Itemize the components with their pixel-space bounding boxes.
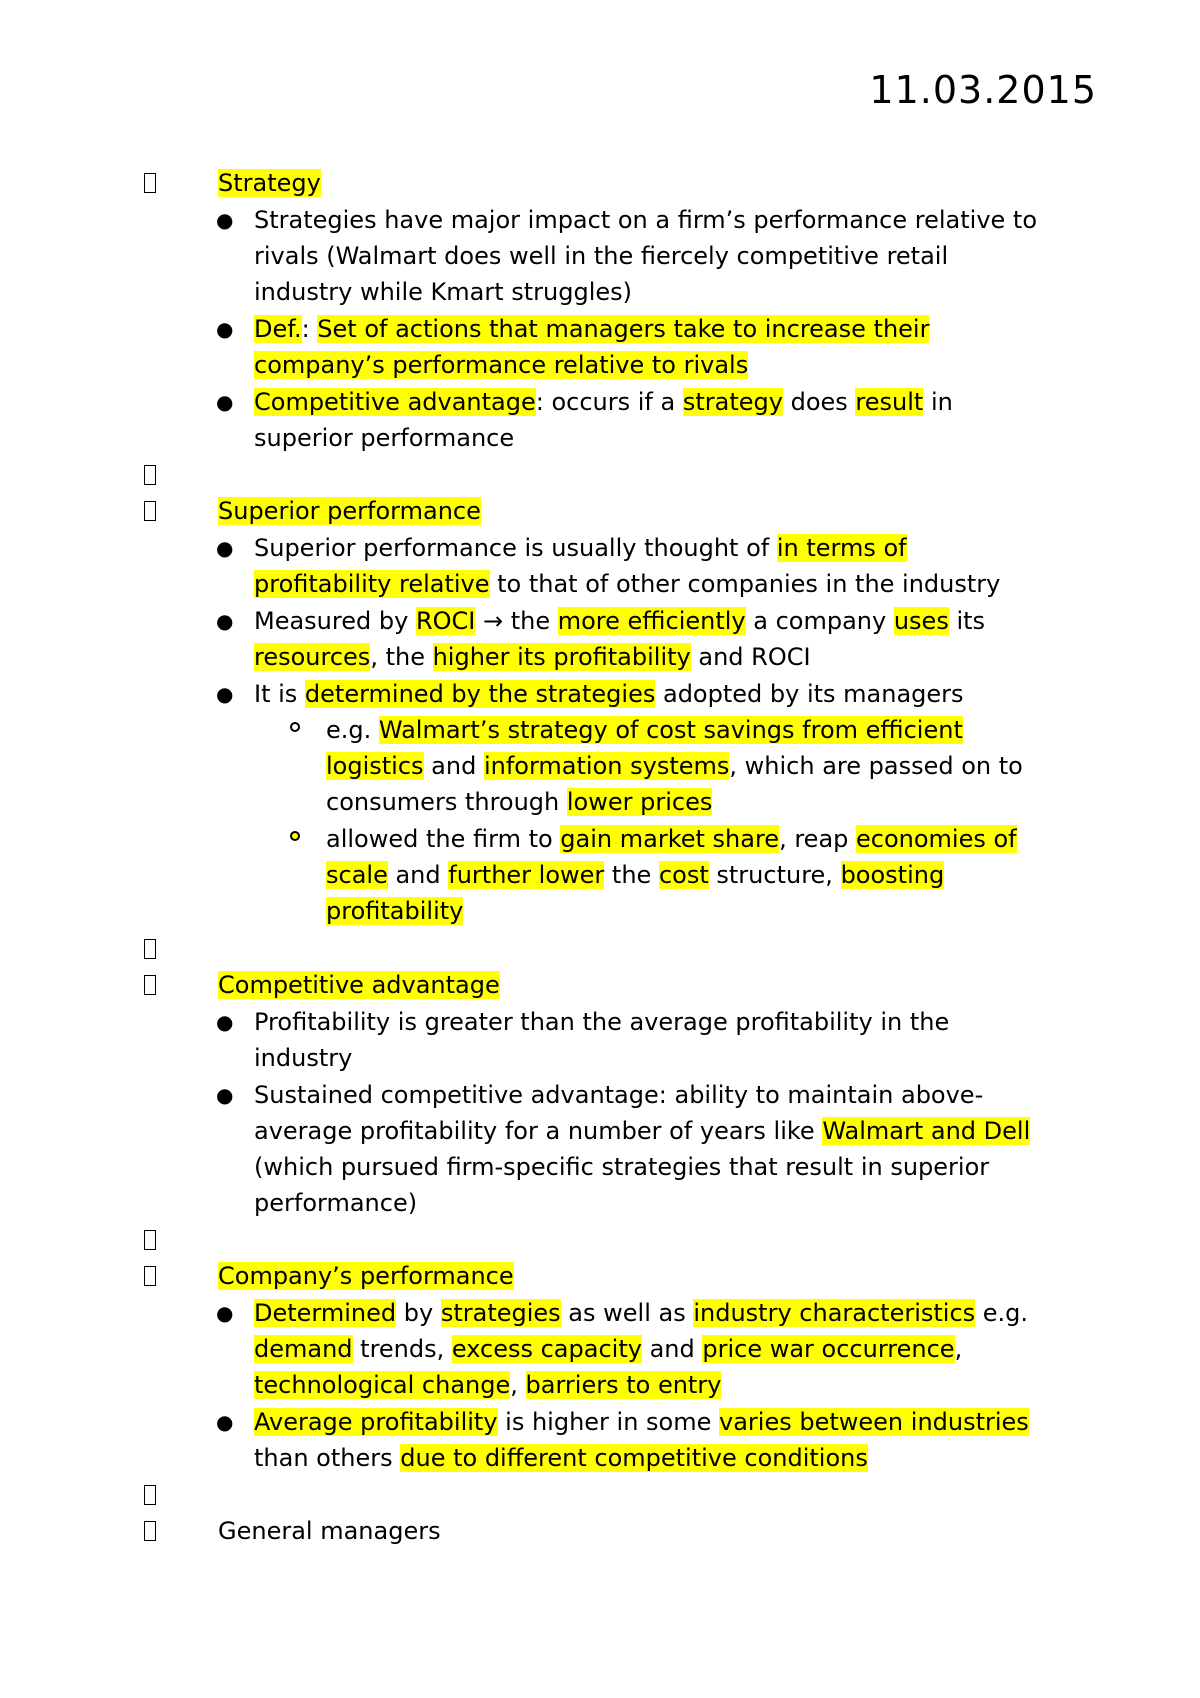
text-line: Average profitability is higher in some varies between industries bbox=[254, 1408, 1029, 1436]
text-line: scale and further lower the cost structure, boosting bbox=[326, 861, 945, 889]
text-line: (which pursued firm-specific strategies that result in superior bbox=[254, 1153, 990, 1181]
document-date: 11.03.2015 bbox=[869, 68, 1097, 112]
bullet-icon: ● bbox=[216, 208, 234, 232]
text-line: than others due to different competitive conditions bbox=[254, 1444, 868, 1472]
heading-strategy: Strategy bbox=[218, 169, 321, 197]
text-line: Superior performance is usually thought of in terms of bbox=[254, 534, 907, 562]
square-bullet-icon bbox=[144, 1230, 156, 1250]
circle-bullet-icon bbox=[290, 722, 300, 732]
text-line: performance) bbox=[254, 1189, 418, 1217]
text-line: industry bbox=[254, 1044, 353, 1072]
heading-competitive-advantage: Competitive advantage bbox=[218, 971, 500, 999]
text-line: Def.: Set of actions that managers take to increase their bbox=[254, 315, 930, 343]
text-line: company’s performance relative to rivals bbox=[254, 351, 749, 379]
text-line: profitability bbox=[326, 897, 464, 925]
text-line: e.g. Walmart’s strategy of cost savings from efficient bbox=[326, 716, 963, 744]
text-line: profitability relative to that of other companies in the industry bbox=[254, 570, 1001, 598]
square-bullet-icon bbox=[144, 173, 156, 193]
text-line: industry while Kmart struggles) bbox=[254, 278, 632, 306]
square-bullet-icon bbox=[144, 1521, 156, 1541]
bullet-icon: ● bbox=[216, 1301, 234, 1325]
heading-superior-performance: Superior performance bbox=[218, 497, 481, 525]
heading-company-performance: Company’s performance bbox=[218, 1262, 514, 1290]
text-line: logistics and information systems, which are passed on to bbox=[326, 752, 1023, 780]
text-line: Measured by ROCI → the more efficiently a company uses its bbox=[254, 607, 986, 635]
text-line: Sustained competitive advantage: ability to maintain above- bbox=[254, 1081, 984, 1109]
text-line: rivals (Walmart does well in the fiercely competitive retail bbox=[254, 242, 949, 270]
text-line: allowed the firm to gain market share, reap economies of bbox=[326, 825, 1017, 853]
text-line: technological change, barriers to entry bbox=[254, 1371, 722, 1399]
bullet-icon: ● bbox=[216, 317, 234, 341]
bullet-icon: ● bbox=[216, 536, 234, 560]
bullet-icon: ● bbox=[216, 1410, 234, 1434]
text-line: Profitability is greater than the average profitability in the bbox=[254, 1008, 950, 1036]
square-bullet-icon bbox=[144, 1485, 156, 1505]
text-line: It is determined by the strategies adopted by its managers bbox=[254, 680, 964, 708]
text-line: Strategies have major impact on a firm’s performance relative to bbox=[254, 206, 1038, 234]
circle-bullet-icon bbox=[290, 831, 300, 841]
text-line: Competitive advantage: occurs if a strategy does result in bbox=[254, 388, 953, 416]
text-line: superior performance bbox=[254, 424, 515, 452]
text-line: consumers through lower prices bbox=[326, 788, 713, 816]
bullet-icon: ● bbox=[216, 1083, 234, 1107]
text-line: Determined by strategies as well as industry characteristics e.g. bbox=[254, 1299, 1029, 1327]
text-line: demand trends, excess capacity and price war occurrence, bbox=[254, 1335, 963, 1363]
bullet-icon: ● bbox=[216, 1010, 234, 1034]
square-bullet-icon bbox=[144, 501, 156, 521]
square-bullet-icon bbox=[144, 939, 156, 959]
square-bullet-icon bbox=[144, 465, 156, 485]
bullet-icon: ● bbox=[216, 682, 234, 706]
bullet-icon: ● bbox=[216, 390, 234, 414]
bullet-icon: ● bbox=[216, 609, 234, 633]
text-line: average profitability for a number of years like Walmart and Dell bbox=[254, 1117, 1031, 1145]
square-bullet-icon bbox=[144, 1266, 156, 1286]
text-line: resources, the higher its profitability and ROCI bbox=[254, 643, 811, 671]
square-bullet-icon bbox=[144, 975, 156, 995]
heading-general-managers: General managers bbox=[218, 1517, 441, 1545]
